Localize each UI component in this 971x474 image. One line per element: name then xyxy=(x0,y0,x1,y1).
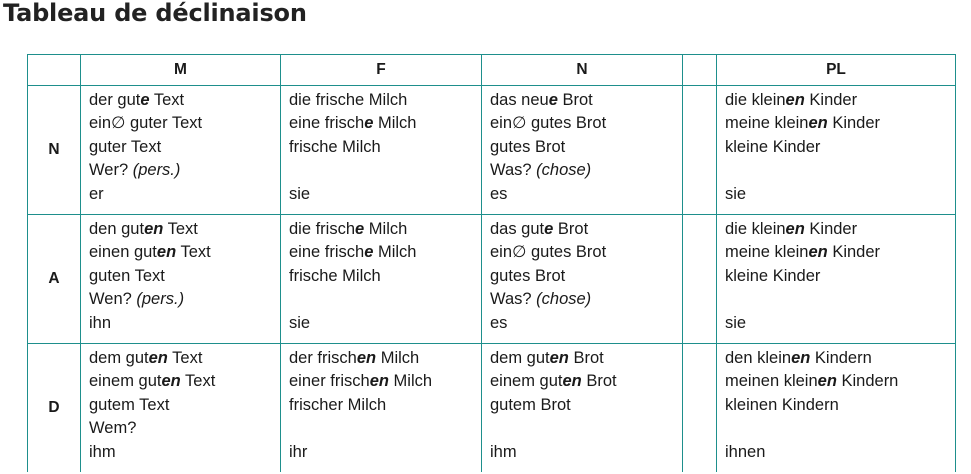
case-ending: en xyxy=(161,372,181,391)
cell-line xyxy=(490,89,682,112)
cell-plural xyxy=(717,215,956,344)
text-segment: Kindern xyxy=(836,372,899,391)
cell-line xyxy=(89,394,280,417)
cell-line xyxy=(289,159,481,182)
table-row-d xyxy=(28,344,956,473)
case-ending: e xyxy=(548,91,558,109)
cell-line xyxy=(725,417,955,440)
cell-line xyxy=(490,112,682,135)
cell-line xyxy=(89,218,280,241)
cell-line xyxy=(89,347,280,370)
case-ending: en xyxy=(817,372,837,391)
case-ending: en xyxy=(549,349,569,367)
text-segment: Brot xyxy=(581,372,617,391)
text-segment: ihm xyxy=(490,442,517,461)
cell-line xyxy=(725,218,955,241)
case-ending: en xyxy=(808,114,828,133)
case-ending: en xyxy=(808,243,828,262)
text-segment: Milch xyxy=(373,243,417,262)
cell-spacer xyxy=(683,344,717,473)
cell-line xyxy=(89,441,280,464)
header-feminine: F xyxy=(281,55,482,86)
text-segment: ihnen xyxy=(725,442,766,461)
page-title: Tableau de déclinaison xyxy=(3,0,307,27)
cell-line xyxy=(725,394,955,417)
cell-line xyxy=(289,370,481,393)
cell-line xyxy=(89,370,280,393)
text-segment: Kinder xyxy=(827,243,881,262)
cell-line xyxy=(289,241,481,264)
text-segment: den gut xyxy=(89,220,145,238)
cell-line xyxy=(289,136,481,159)
case-ending: en xyxy=(356,349,377,367)
header-corner xyxy=(28,55,81,86)
text-segment: Kinder xyxy=(827,114,881,133)
header-masculine: M xyxy=(81,55,281,86)
cell-line xyxy=(289,347,481,370)
text-segment: eine frisch xyxy=(289,243,365,262)
case-ending: en xyxy=(369,372,389,391)
cell-line xyxy=(89,112,280,135)
case-ending: en xyxy=(144,220,164,238)
cell-line xyxy=(89,288,280,311)
text-segment: Text xyxy=(163,220,198,238)
case-label: N xyxy=(28,86,81,215)
header-spacer xyxy=(683,55,717,86)
table-row-a xyxy=(28,215,956,344)
text-segment: Was? xyxy=(490,161,537,180)
case-ending: en xyxy=(791,349,811,367)
case-label: D xyxy=(28,344,81,473)
cell-neuter xyxy=(482,215,683,344)
text-segment: meine klein xyxy=(725,243,809,262)
usage-note: (chose) xyxy=(536,290,592,309)
text-segment: ihm xyxy=(89,442,116,461)
text-segment: Kinder xyxy=(804,91,858,109)
text-segment: gutes Brot xyxy=(490,137,566,156)
text-segment: einer frisch xyxy=(289,372,370,391)
cell-line xyxy=(490,347,682,370)
text-segment: dem gut xyxy=(490,349,550,367)
cell-line xyxy=(725,136,955,159)
case-ending: e xyxy=(140,91,150,109)
text-segment: Wen? xyxy=(89,290,137,309)
text-segment: ihr xyxy=(289,442,308,461)
text-segment: der frisch xyxy=(289,349,357,367)
cell-line xyxy=(490,288,682,311)
cell-line xyxy=(289,394,481,417)
text-segment: er xyxy=(89,184,104,203)
text-segment: frische Milch xyxy=(289,266,381,285)
cell-line xyxy=(289,112,481,135)
text-segment: frische Milch xyxy=(289,137,381,156)
case-ending: e xyxy=(355,220,365,238)
cell-line xyxy=(89,89,280,112)
text-segment: gutem Brot xyxy=(490,395,571,414)
text-segment: die klein xyxy=(725,91,786,109)
cell-line xyxy=(89,159,280,182)
usage-note: (chose) xyxy=(536,161,592,180)
cell-line xyxy=(490,183,682,206)
text-segment: ein∅ guter Text xyxy=(89,114,203,133)
cell-line xyxy=(725,112,955,135)
cell-line xyxy=(289,183,481,206)
text-segment: Text xyxy=(180,372,216,391)
cell-neuter xyxy=(482,344,683,473)
cell-neuter xyxy=(482,86,683,215)
cell-line xyxy=(490,218,682,241)
cell-line xyxy=(490,417,682,440)
cell-line xyxy=(490,241,682,264)
usage-note: (pers.) xyxy=(136,290,185,309)
text-segment: Brot xyxy=(568,349,604,367)
cell-spacer xyxy=(683,86,717,215)
cell-line xyxy=(490,136,682,159)
text-segment: die frische Milch xyxy=(289,91,408,109)
usage-note: (pers.) xyxy=(132,161,181,180)
text-segment: Milch xyxy=(373,114,417,133)
cell-masculine xyxy=(81,86,281,215)
text-segment: guter Text xyxy=(89,137,162,156)
cell-line xyxy=(89,312,280,335)
text-segment: der gut xyxy=(89,91,141,109)
case-ending: en xyxy=(156,243,177,262)
cell-line xyxy=(89,417,280,440)
text-segment: Brot xyxy=(553,220,589,238)
cell-line xyxy=(289,441,481,464)
cell-line xyxy=(725,183,955,206)
cell-plural xyxy=(717,86,956,215)
text-segment: die frisch xyxy=(289,220,356,238)
cell-line xyxy=(490,394,682,417)
text-segment: Wer? xyxy=(89,161,133,180)
cell-masculine xyxy=(81,344,281,473)
text-segment: dem gut xyxy=(89,349,149,367)
declension-table xyxy=(27,54,956,472)
cell-line xyxy=(89,241,280,264)
text-segment: sie xyxy=(725,313,747,332)
text-segment: ein∅ gutes Brot xyxy=(490,243,607,262)
text-segment: ein∅ gutes Brot xyxy=(490,114,607,133)
text-segment: Milch xyxy=(364,220,408,238)
cell-line xyxy=(89,136,280,159)
text-segment: Milch xyxy=(376,349,420,367)
case-ending: e xyxy=(364,114,374,133)
text-segment: es xyxy=(490,313,508,332)
cell-line xyxy=(289,417,481,440)
case-ending: en xyxy=(148,349,168,367)
case-ending: en xyxy=(785,91,805,109)
text-segment: frischer Milch xyxy=(289,395,387,414)
text-segment: Milch xyxy=(388,372,433,391)
header-neuter: N xyxy=(482,55,683,86)
cell-line xyxy=(725,89,955,112)
cell-line xyxy=(725,265,955,288)
cell-line xyxy=(289,89,481,112)
text-segment: Text xyxy=(167,349,203,367)
text-segment: einen gut xyxy=(89,243,157,262)
text-segment: sie xyxy=(289,184,311,203)
text-segment: Brot xyxy=(557,91,593,109)
cell-line xyxy=(490,312,682,335)
text-segment: den klein xyxy=(725,349,792,367)
cell-line xyxy=(490,441,682,464)
table-body xyxy=(28,86,956,473)
cell-line xyxy=(289,312,481,335)
cell-line xyxy=(289,288,481,311)
declension-table-container xyxy=(27,54,955,474)
cell-line xyxy=(89,183,280,206)
case-ending: en xyxy=(785,220,805,238)
cell-line xyxy=(289,265,481,288)
cell-plural xyxy=(717,344,956,473)
cell-line xyxy=(89,265,280,288)
text-segment: es xyxy=(490,184,508,203)
text-segment: gutem Text xyxy=(89,395,170,414)
text-segment: Text xyxy=(176,243,211,262)
text-segment: einem gut xyxy=(89,372,162,391)
text-segment: Was? xyxy=(490,290,537,309)
cell-line xyxy=(289,218,481,241)
text-segment: einem gut xyxy=(490,372,563,391)
text-segment: das neu xyxy=(490,91,549,109)
header-row xyxy=(28,55,956,86)
text-segment: meine klein xyxy=(725,114,809,133)
case-label: A xyxy=(28,215,81,344)
text-segment: eine frisch xyxy=(289,114,365,133)
table-row-n xyxy=(28,86,956,215)
cell-line xyxy=(490,265,682,288)
text-segment: kleinen Kindern xyxy=(725,395,839,414)
text-segment: meinen klein xyxy=(725,372,818,391)
cell-line xyxy=(725,159,955,182)
case-ending: e xyxy=(544,220,554,238)
text-segment: sie xyxy=(725,184,747,203)
cell-line xyxy=(725,312,955,335)
cell-feminine xyxy=(281,215,482,344)
text-segment: Kinder xyxy=(804,220,858,238)
text-segment: Kindern xyxy=(810,349,872,367)
text-segment: guten Text xyxy=(89,266,165,285)
cell-line xyxy=(725,370,955,393)
text-segment: ihn xyxy=(89,313,112,332)
text-segment: kleine Kinder xyxy=(725,137,821,156)
text-segment: die klein xyxy=(725,220,786,238)
header-plural: PL xyxy=(717,55,956,86)
cell-line xyxy=(490,159,682,182)
text-segment: sie xyxy=(289,313,311,332)
cell-line xyxy=(490,370,682,393)
case-ending: e xyxy=(364,243,374,262)
cell-line xyxy=(725,288,955,311)
cell-line xyxy=(725,347,955,370)
text-segment: kleine Kinder xyxy=(725,266,821,285)
cell-line xyxy=(725,441,955,464)
cell-masculine xyxy=(81,215,281,344)
cell-feminine xyxy=(281,344,482,473)
text-segment: das gut xyxy=(490,220,545,238)
cell-feminine xyxy=(281,86,482,215)
cell-spacer xyxy=(683,215,717,344)
text-segment: gutes Brot xyxy=(490,266,566,285)
cell-line xyxy=(725,241,955,264)
text-segment: Text xyxy=(149,91,185,109)
text-segment: Wem? xyxy=(89,419,137,438)
case-ending: en xyxy=(562,372,582,391)
